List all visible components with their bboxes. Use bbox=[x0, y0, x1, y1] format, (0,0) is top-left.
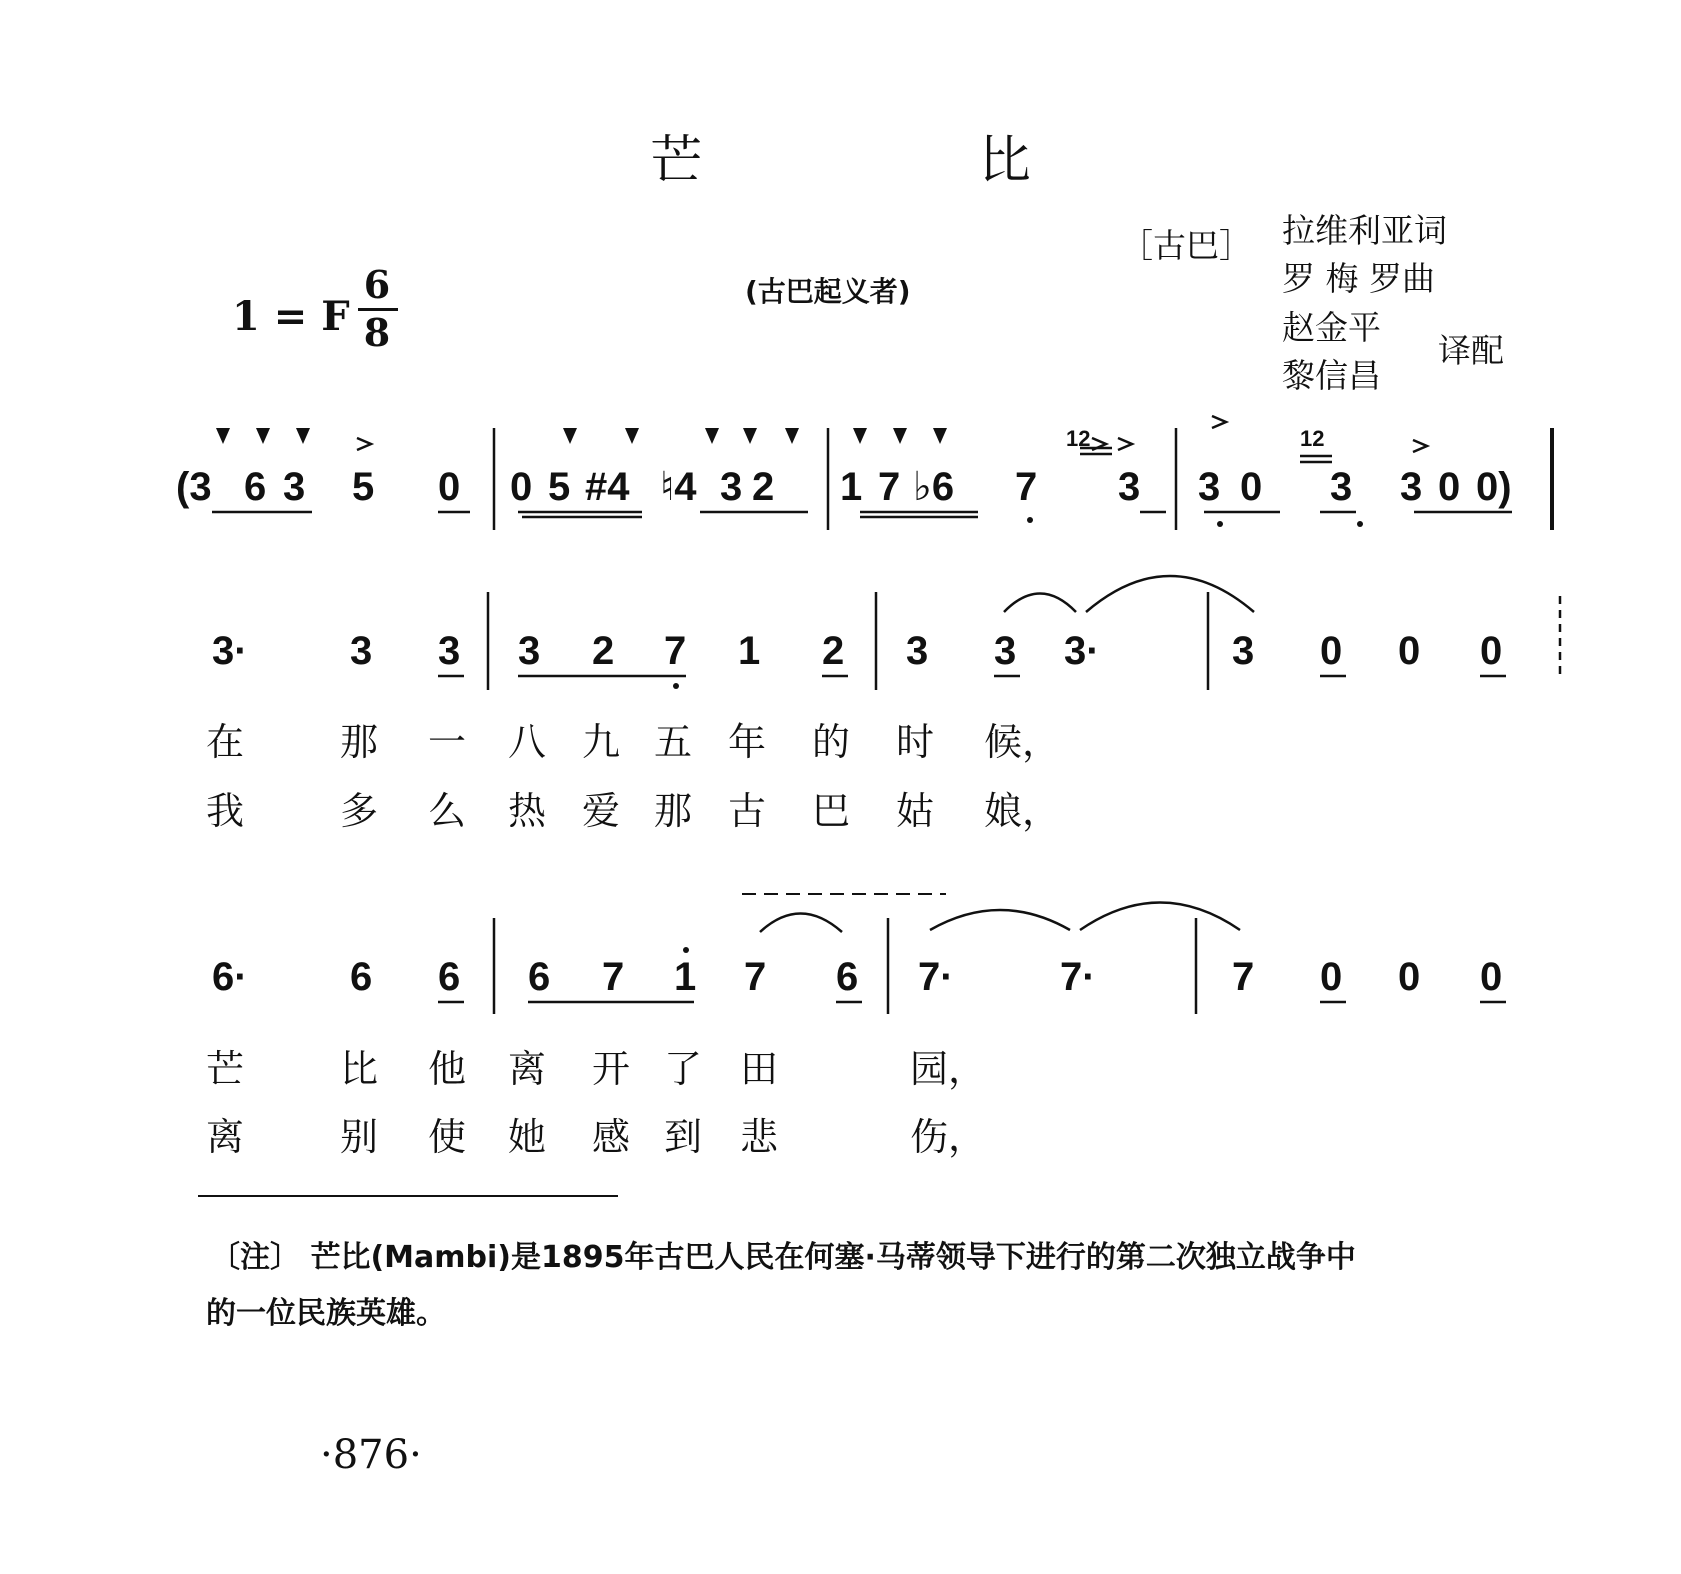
score-line-2 bbox=[206, 894, 1506, 1159]
svg-text:多: 多 bbox=[340, 789, 379, 833]
note: 3 bbox=[1400, 465, 1423, 509]
note: 2 bbox=[752, 465, 775, 509]
note: 0 bbox=[1320, 955, 1343, 999]
note: 1 bbox=[738, 629, 761, 673]
svg-text:在: 在 bbox=[206, 720, 245, 764]
lyrics-verse-2 bbox=[206, 1115, 986, 1159]
footnote-line-1: 〔注〕 芒比(Mambi)是1895年古巴人民在何塞·马蒂领导下进行的第二次独立战争中 bbox=[210, 1240, 1356, 1275]
credit-translator-2: 黎信昌 bbox=[1282, 356, 1381, 395]
time-signature-denominator: 8 bbox=[363, 310, 391, 355]
svg-text:她: 她 bbox=[508, 1115, 547, 1159]
svg-text:热: 热 bbox=[508, 789, 547, 833]
svg-text:时: 时 bbox=[896, 720, 935, 764]
credit-lyricist: 拉维利亚词 bbox=[1282, 211, 1447, 250]
note: 3 bbox=[906, 629, 929, 673]
note: 7 bbox=[878, 465, 901, 509]
note: 5 bbox=[352, 465, 375, 509]
svg-text:候，: 候， bbox=[984, 720, 1061, 764]
note: 6 bbox=[244, 465, 267, 509]
svg-text:八: 八 bbox=[508, 720, 547, 764]
note: 3· bbox=[212, 629, 248, 673]
credit-translator-1: 赵金平 bbox=[1282, 308, 1381, 347]
note: 1 bbox=[840, 465, 863, 509]
note: 0 bbox=[1398, 955, 1421, 999]
note: 2 bbox=[822, 629, 845, 673]
svg-text:别: 别 bbox=[340, 1115, 379, 1159]
note: 3 bbox=[720, 465, 743, 509]
note: 0 bbox=[1480, 629, 1503, 673]
svg-text:使: 使 bbox=[428, 1115, 467, 1159]
svg-text:开: 开 bbox=[592, 1047, 631, 1091]
svg-text:到: 到 bbox=[664, 1115, 703, 1159]
song-title: 芒 比 bbox=[650, 131, 1161, 191]
page-number: ·876· bbox=[320, 1432, 422, 1478]
lyrics-verse-2 bbox=[206, 789, 1060, 833]
note: 3 bbox=[994, 629, 1017, 673]
svg-text:一: 一 bbox=[428, 720, 467, 764]
svg-text:古: 古 bbox=[728, 789, 767, 833]
time-signature-numerator: 6 bbox=[363, 262, 391, 307]
note: #4 bbox=[585, 465, 630, 509]
note: 0 bbox=[438, 465, 461, 509]
svg-text:娘，: 娘， bbox=[984, 789, 1061, 833]
score-intro bbox=[176, 416, 1552, 530]
credit-translator-role: 译配 bbox=[1438, 331, 1504, 370]
score-line-1 bbox=[206, 576, 1560, 833]
svg-text:离: 离 bbox=[508, 1047, 547, 1091]
note: 6· bbox=[212, 955, 248, 999]
note: 3 bbox=[1330, 465, 1353, 509]
svg-text:田: 田 bbox=[740, 1047, 779, 1091]
note: 0 bbox=[510, 465, 533, 509]
key-signature: 1 = F bbox=[232, 293, 350, 340]
svg-text:五: 五 bbox=[654, 720, 693, 764]
svg-text:伤，: 伤， bbox=[910, 1115, 987, 1159]
svg-text:他: 他 bbox=[428, 1047, 467, 1091]
staccato-marks bbox=[216, 428, 947, 444]
note: 3 bbox=[1118, 465, 1141, 509]
song-subtitle: (古巴起义者) bbox=[745, 275, 911, 308]
svg-text:离: 离 bbox=[206, 1115, 245, 1159]
note: 7 bbox=[1015, 465, 1038, 509]
svg-text:我: 我 bbox=[206, 789, 245, 833]
svg-text:了: 了 bbox=[664, 1047, 703, 1091]
note: 3 bbox=[518, 629, 541, 673]
note: 7 bbox=[744, 955, 767, 999]
note: 0 bbox=[1438, 465, 1461, 509]
grace-note: 12 bbox=[1066, 426, 1091, 451]
note: 6 bbox=[438, 955, 461, 999]
note: 7· bbox=[1060, 955, 1096, 999]
credit-composer: 罗 梅 罗曲 bbox=[1282, 259, 1435, 298]
svg-text:比: 比 bbox=[340, 1047, 379, 1091]
svg-text:芒: 芒 bbox=[206, 1047, 245, 1091]
note: 6 bbox=[528, 955, 551, 999]
svg-text:园，: 园， bbox=[910, 1047, 987, 1091]
svg-text:感: 感 bbox=[592, 1115, 631, 1159]
svg-text:九: 九 bbox=[582, 720, 621, 764]
footnote-line-2: 的一位民族英雄。 bbox=[206, 1296, 446, 1331]
note: 3 bbox=[1198, 465, 1221, 509]
lyrics-verse-1 bbox=[206, 1047, 986, 1091]
note: ♮4 bbox=[660, 465, 697, 509]
footnote-divider bbox=[198, 1195, 618, 1197]
svg-text:姑: 姑 bbox=[896, 789, 935, 833]
note: 6 bbox=[350, 955, 373, 999]
note: (3 bbox=[176, 465, 212, 509]
ties bbox=[760, 903, 1240, 933]
accent-marks bbox=[357, 416, 1427, 452]
note: 7· bbox=[918, 955, 954, 999]
note: 0 bbox=[1398, 629, 1421, 673]
note: 5 bbox=[548, 465, 571, 509]
note: 2 bbox=[592, 629, 615, 673]
note: 0 bbox=[1320, 629, 1343, 673]
grace-note: 12 bbox=[1300, 426, 1325, 451]
note: 3 bbox=[350, 629, 373, 673]
note: ♭6 bbox=[913, 465, 955, 509]
svg-text:的: 的 bbox=[812, 720, 851, 764]
note: 3 bbox=[1232, 629, 1255, 673]
note: 1 bbox=[674, 955, 697, 999]
svg-text:那: 那 bbox=[654, 789, 693, 833]
note: 3 bbox=[283, 465, 306, 509]
note: 7 bbox=[1232, 955, 1255, 999]
svg-text:么: 么 bbox=[428, 789, 467, 833]
note: 7 bbox=[602, 955, 625, 999]
svg-text:爱: 爱 bbox=[582, 789, 621, 833]
note: 6 bbox=[836, 955, 859, 999]
lyrics-verse-1 bbox=[206, 720, 1060, 764]
note: 7 bbox=[664, 629, 687, 673]
credit-origin: ［古巴］ bbox=[1120, 226, 1252, 265]
svg-text:悲: 悲 bbox=[740, 1115, 779, 1159]
note: 0 bbox=[1480, 955, 1503, 999]
note: 0 bbox=[1240, 465, 1263, 509]
svg-text:那: 那 bbox=[340, 720, 379, 764]
note: 3 bbox=[438, 629, 461, 673]
svg-text:年: 年 bbox=[728, 720, 767, 764]
octave-dots bbox=[1027, 517, 1363, 527]
svg-text:巴: 巴 bbox=[812, 789, 851, 833]
note: 0) bbox=[1476, 465, 1512, 509]
note: 3· bbox=[1064, 629, 1100, 673]
ties bbox=[1004, 576, 1254, 612]
